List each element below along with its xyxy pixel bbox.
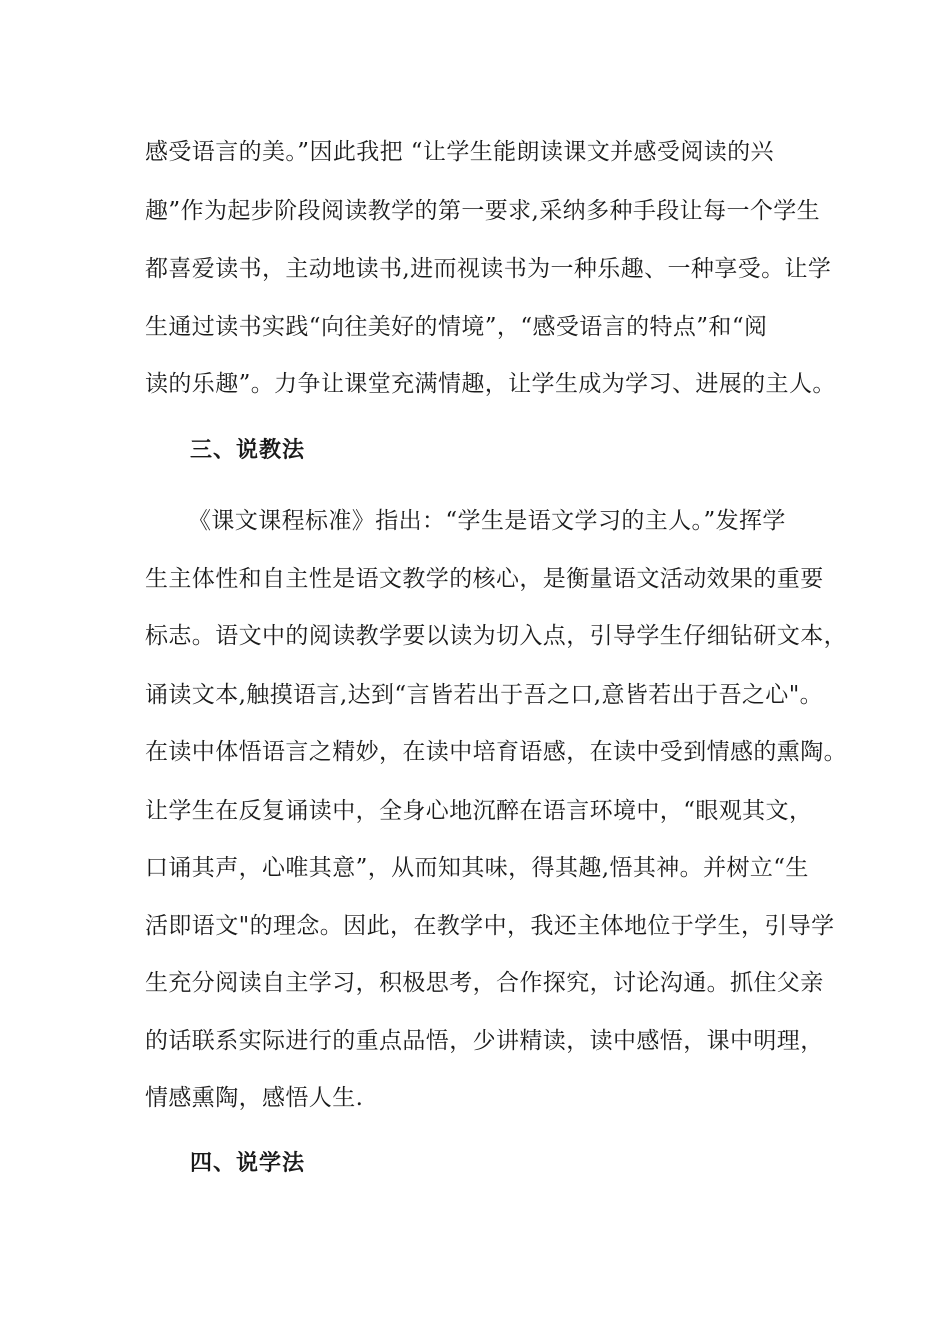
section-heading-teaching-method: 三、说教法 xyxy=(190,437,306,463)
paragraph-line: 生充分阅读自主学习，积极思考，合作探究，讨论沟通。抓住父亲 xyxy=(145,970,824,996)
paragraph-line: 感受语言的美。”因此我把 “让学生能朗读课文并感受阅读的兴 xyxy=(145,139,774,165)
paragraph-line: 让学生在反复诵读中，全身心地沉醉在语言环境中，“眼观其文， xyxy=(145,798,813,824)
paragraph-line: 情感熏陶，感悟人生. xyxy=(145,1085,364,1111)
paragraph-line: 都喜爱读书，主动地读书,进而视读书为一种乐趣、一种享受。让学 xyxy=(145,256,832,282)
paragraph-line: 标志。语文中的阅读教学要以读为切入点，引导学生仔细钻研文本， xyxy=(145,623,847,649)
paragraph-line: 诵读文本,触摸语言,达到“言皆若出于吾之口,意皆若出于吾之心"。 xyxy=(145,682,824,708)
paragraph-line: 生主体性和自主性是语文教学的核心，是衡量语文活动效果的重要 xyxy=(145,566,824,592)
paragraph-line: 活即语文"的理念。因此，在教学中，我还主体地位于学生，引导学 xyxy=(145,913,835,939)
paragraph-line: 口诵其声，心唯其意”，从而知其味，得其趣,悟其神。并树立“生 xyxy=(145,855,809,881)
section-heading-learning-method: 四、说学法 xyxy=(190,1150,306,1176)
paragraph-line: 的话联系实际进行的重点品悟，少讲精读，读中感悟，课中明理， xyxy=(145,1028,824,1054)
paragraph-line: 在读中体悟语言之精妙，在读中培育语感，在读中受到情感的熏陶。 xyxy=(145,739,847,765)
paragraph-line: 生通过读书实践“向往美好的情境”，“感受语言的特点”和“阅 xyxy=(145,314,768,340)
paragraph-line: 读的乐趣”。力争让课堂充满情趣，让学生成为学习、进展的主人。 xyxy=(145,371,836,397)
paragraph-line: 《课文课程标准》指出：“学生是语文学习的主人。”发挥学 xyxy=(188,508,786,534)
paragraph-line: 趣”作为起步阶段阅读教学的第一要求,采纳多种手段让每一个学生 xyxy=(145,198,821,224)
